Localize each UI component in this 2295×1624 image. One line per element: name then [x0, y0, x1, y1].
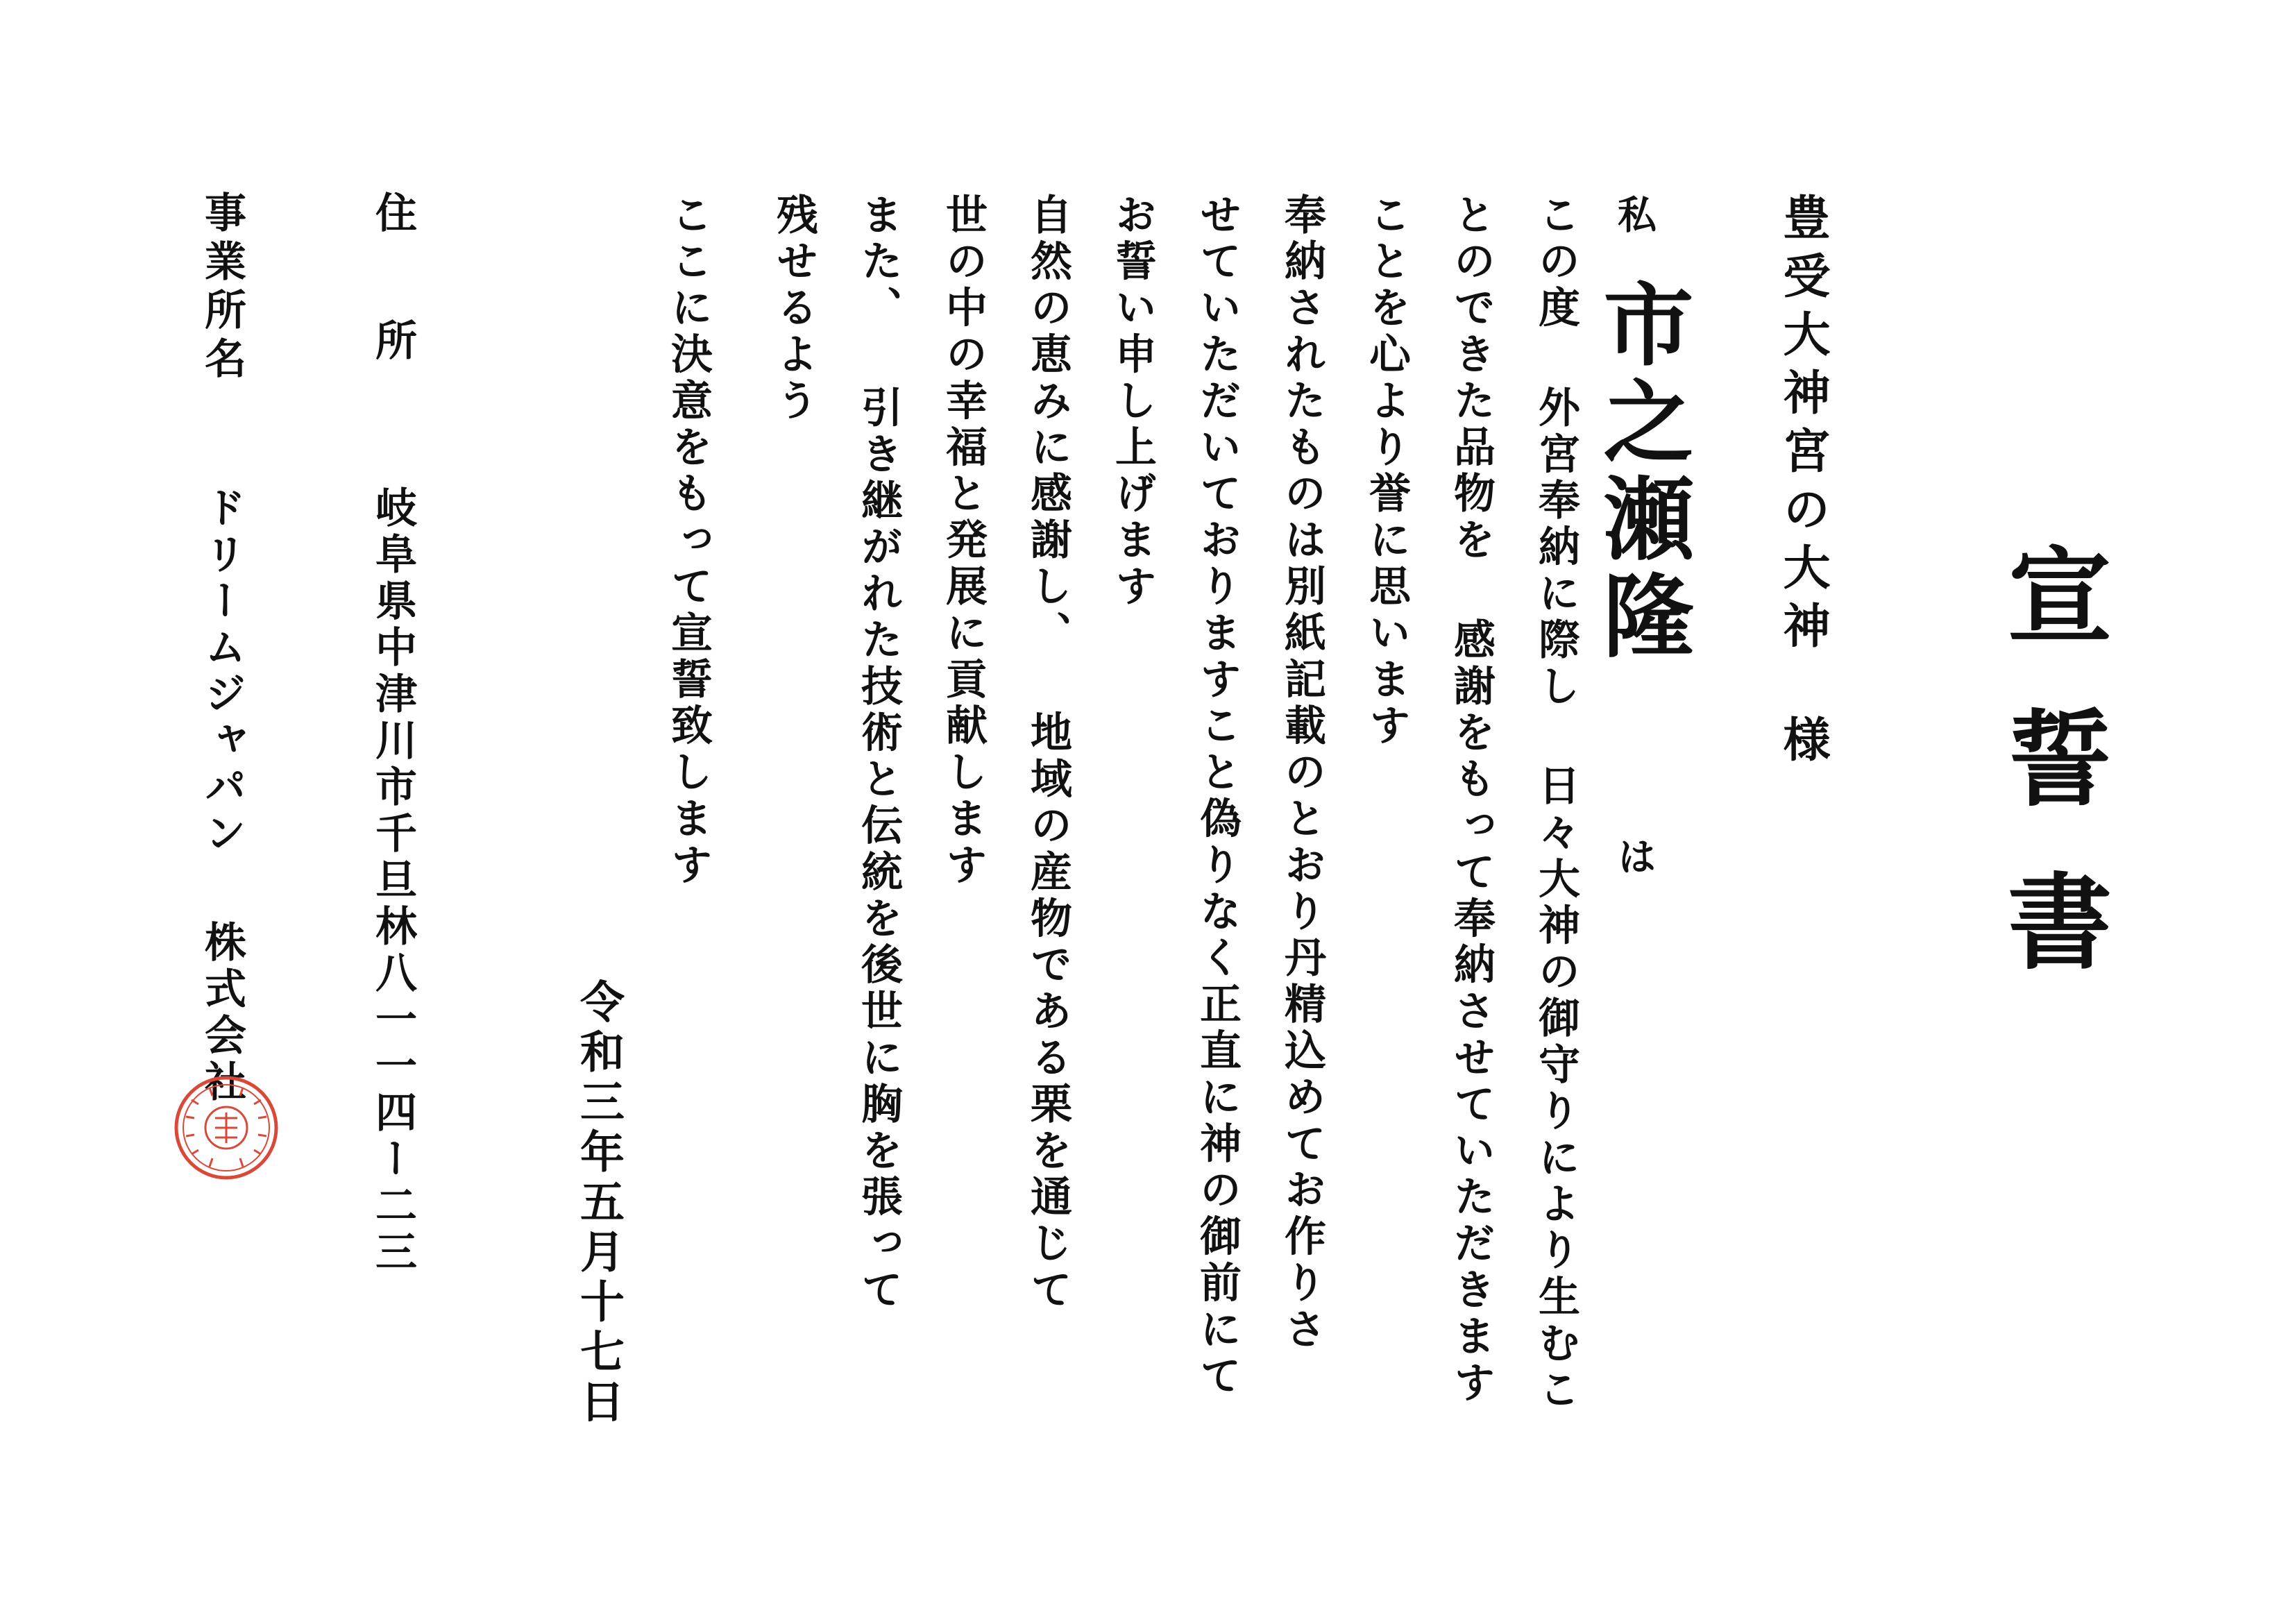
address-label [369, 191, 417, 370]
address-label-char-1: 住 [369, 191, 417, 242]
document-date: 令和三年五月十七日 [573, 979, 625, 1428]
body-line-11: ここに決意をもって宣誓致します [664, 193, 713, 890]
company-suffix: 株式会社 [198, 920, 246, 1106]
document-title: 宣誓書 [1990, 541, 2112, 1031]
company-seal-stamp [171, 1072, 282, 1183]
body-line-2: とのできた品物を 感謝をもって奉納させていただきます [1447, 193, 1496, 1407]
addressee [1775, 193, 1831, 773]
body-line-7: 自然の恵みに感謝し、 地域の産物である栗を通じて [1024, 193, 1072, 1314]
topic-particle: は [1611, 836, 1657, 875]
body-line-6: お誓い申し上げます [1108, 193, 1157, 611]
body-line-4: 奉納されたものは別紙記載のとおり丹精込めてお作りさ [1278, 193, 1326, 1354]
declarant-name: 市之瀬隆 [1589, 278, 1695, 666]
body-line-5: せていただいておりますこと偽りなく正直に神の御前にて [1193, 193, 1242, 1401]
address-label-char-2: 所 [369, 319, 417, 370]
address-value: 岐阜県中津川市千旦林八一一四ー二三 [369, 486, 417, 1276]
body-line-9: また、 引き継がれた技術と伝統を後世に胸を張って [854, 193, 903, 1314]
body-line-3: ことを心より誉に思います [1362, 193, 1411, 750]
company-name: ドリームジャパン [198, 486, 246, 858]
addressee-honorific: 様 [1775, 715, 1831, 773]
first-person-pronoun: 私 [1611, 194, 1657, 233]
body-line-8: 世の中の幸福と発展に貢献します [939, 193, 988, 890]
addressee-name: 豊受大神宮の大神 [1775, 193, 1831, 659]
body-line-10: 残せるよう [770, 193, 818, 425]
company-label: 事業所名 [198, 191, 246, 385]
company-name-block [198, 486, 246, 1106]
body-line-1: この度 外宮奉納に際し 日々大神の御守りにより生むこ [1532, 193, 1580, 1414]
